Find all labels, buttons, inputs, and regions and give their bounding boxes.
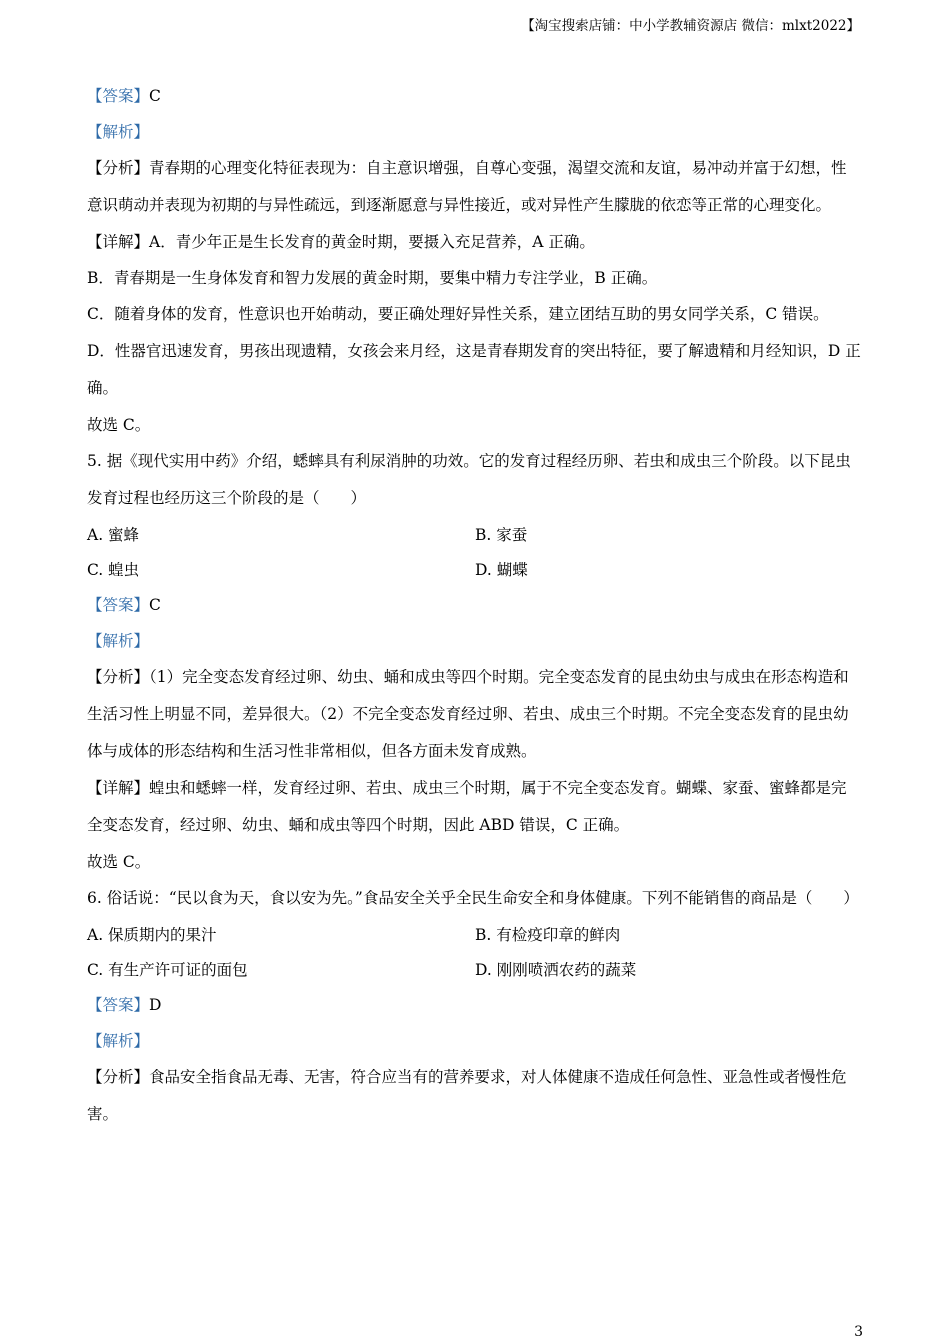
q6-fenxi — [87, 1059, 862, 1133]
q4-answer — [87, 78, 862, 114]
detail-tag: 【详解】 — [87, 779, 150, 797]
q6-answer — [87, 987, 862, 1023]
q5-detail — [87, 770, 862, 844]
detail-a-text: A．青少年正是生长发育的黄金时期，要摄入充足营养，A 正确。 — [149, 233, 595, 251]
analysis-tag: 【解析】 — [87, 1032, 150, 1050]
q4-detail-d: D．性器官迅速发育，男孩出现遗精，女孩会来月经，这是青春期发育的突出特征，要了解遗精和月经知识，D 正确。 — [87, 342, 861, 397]
q4-detail-a — [87, 224, 862, 260]
q5-option-d: D. 蝴蝶 — [475, 561, 528, 579]
q6-analysis-heading — [87, 1023, 862, 1059]
document-body — [87, 78, 862, 1133]
fenxi-text: （1）完全变态发育经过卵、幼虫、蛹和成虫等四个时期。完全变态发育的昆虫幼虫与成虫在形态构造和生活习性上明显不同，差异很大。（2）不完全变态发育经过卵、若虫、成虫三个时期。不完全变态发育的昆虫幼体与成体的形态结构和生活习性非常相似，但各方面未发育成熟。 — [87, 668, 849, 760]
detail-text: 蝗虫和蟋蟀一样，发育经过卵、若虫、成虫三个时期，属于不完全变态发育。蝴蝶、家蚕、蜜蜂都是完全变态发育，经过卵、幼虫、蛹和成虫等四个时期，因此 ABD 错误，C 正确。 — [87, 779, 847, 834]
q5-stem: 5. 据《现代实用中药》介绍，蟋蟀具有利尿消肿的功效。它的发育过程经历卵、若虫和成虫三个阶段。以下昆虫发育过程也经历这三个阶段的是（ ） — [87, 452, 851, 507]
q6-option-a: A. 保质期内的果汁 — [87, 926, 217, 944]
q5-option-c: C. 蝗虫 — [87, 561, 140, 579]
q4-detail-b: B．青春期是一生身体发育和智力发展的黄金时期，要集中精力专注学业，B 正确。 — [87, 269, 658, 287]
fenxi-text: 食品安全指食品无毒、无害，符合应当有的营养要求，对人体健康不造成任何急性、亚急性或者慢性危害。 — [87, 1068, 847, 1123]
fenxi-tag: 【分析】 — [87, 1068, 150, 1086]
q6-options-row-2 — [87, 952, 862, 987]
q5-answer — [87, 587, 862, 623]
analysis-tag: 【解析】 — [87, 632, 150, 650]
q6-stem: 6. 俗话说：“民以食为天，食以安为先。”食品安全关乎全民生命安全和身体健康。下列不能销售的商品是（ ） — [87, 889, 859, 907]
fenxi-tag: 【分析】 — [87, 668, 150, 686]
answer-value: C — [149, 596, 161, 614]
page-number: 3 — [854, 1324, 863, 1340]
analysis-tag: 【解析】 — [87, 123, 150, 141]
q5-options-row-1 — [87, 517, 862, 552]
q4-conclusion: 故选 C。 — [87, 416, 151, 434]
q4-analysis-heading — [87, 114, 862, 150]
answer-tag: 【答案】 — [87, 596, 150, 614]
q5-option-a: A. 蜜蜂 — [87, 526, 140, 544]
q5-option-b: B. 家蚕 — [475, 526, 528, 544]
fenxi-tag: 【分析】 — [87, 159, 150, 177]
page-header: 【淘宝搜索店铺：中小学教辅资源店 微信：mlxt2022】 — [521, 18, 860, 34]
q5-analysis-heading — [87, 623, 862, 659]
q6-options-row-1 — [87, 917, 862, 952]
fenxi-text: 青春期的心理变化特征表现为：自主意识增强，自尊心变强，渴望交流和友谊，易冲动并富于幻想，性意识萌动并表现为初期的与异性疏远，到逐渐愿意与异性接近，或对异性产生朦胧的依恋等正常的心理变化。 — [87, 159, 847, 214]
q5-conclusion: 故选 C。 — [87, 853, 151, 871]
q5-fenxi — [87, 659, 862, 770]
q5-options-row-2 — [87, 552, 862, 587]
q4-detail-c: C．随着身体的发育，性意识也开始萌动，要正确处理好异性关系，建立团结互助的男女同学关系，C 错误。 — [87, 305, 829, 323]
detail-tag: 【详解】 — [87, 233, 150, 251]
q4-fenxi — [87, 150, 862, 224]
answer-value: C — [149, 87, 161, 105]
q6-option-b: B. 有检疫印章的鲜肉 — [475, 926, 621, 944]
answer-tag: 【答案】 — [87, 996, 150, 1014]
q6-option-d: D. 刚刚喷洒农药的蔬菜 — [475, 961, 637, 979]
q6-option-c: C. 有生产许可证的面包 — [87, 961, 248, 979]
answer-tag: 【答案】 — [87, 87, 150, 105]
answer-value: D — [149, 996, 162, 1014]
